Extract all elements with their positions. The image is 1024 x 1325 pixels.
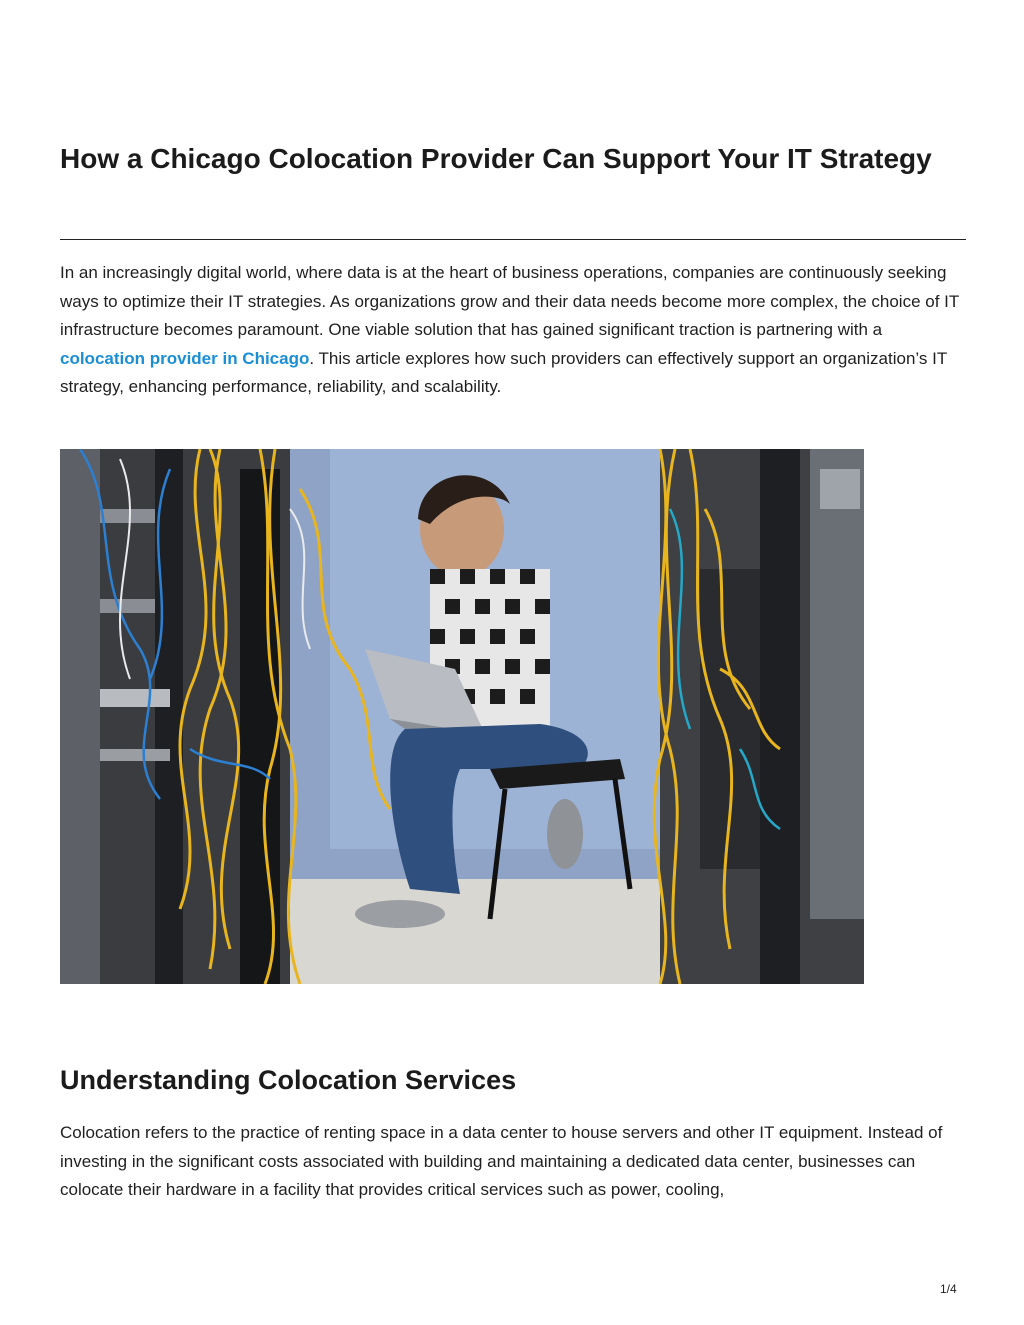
page-indicator: 1/4 bbox=[940, 1282, 957, 1296]
server-room-photo bbox=[60, 449, 864, 984]
intro-text-after-link: . This article explores how such providers can effectively support an organization’s IT strategy, enhancing performance, reliability, and scalability. bbox=[60, 348, 947, 397]
article-title: How a Chicago Colocation Provider Can Support Your IT Strategy bbox=[60, 143, 932, 174]
section-heading: Understanding Colocation Services bbox=[60, 1065, 517, 1095]
title-divider bbox=[60, 239, 966, 240]
intro-text-before-link: In an increasingly digital world, where data is at the heart of business operations, companies are continuously seeking ways to optimize their IT strategies. As organizations grow and their data needs become more complex, the choice of IT infrastructure becomes paramount. One viable solution that has gained significant traction is partnering with a bbox=[60, 263, 959, 340]
colocation-provider-link[interactable]: colocation provider in Chicago bbox=[60, 348, 310, 368]
intro-paragraph bbox=[60, 259, 965, 402]
section-paragraph: Colocation refers to the practice of renting space in a data center to house servers and other IT equipment. Instead of investing in the significant costs associated with building and maintaining a dedicated data center, businesses can colocate their hardware in a facility that provides critical services such as power, cooling, bbox=[60, 1123, 943, 1200]
